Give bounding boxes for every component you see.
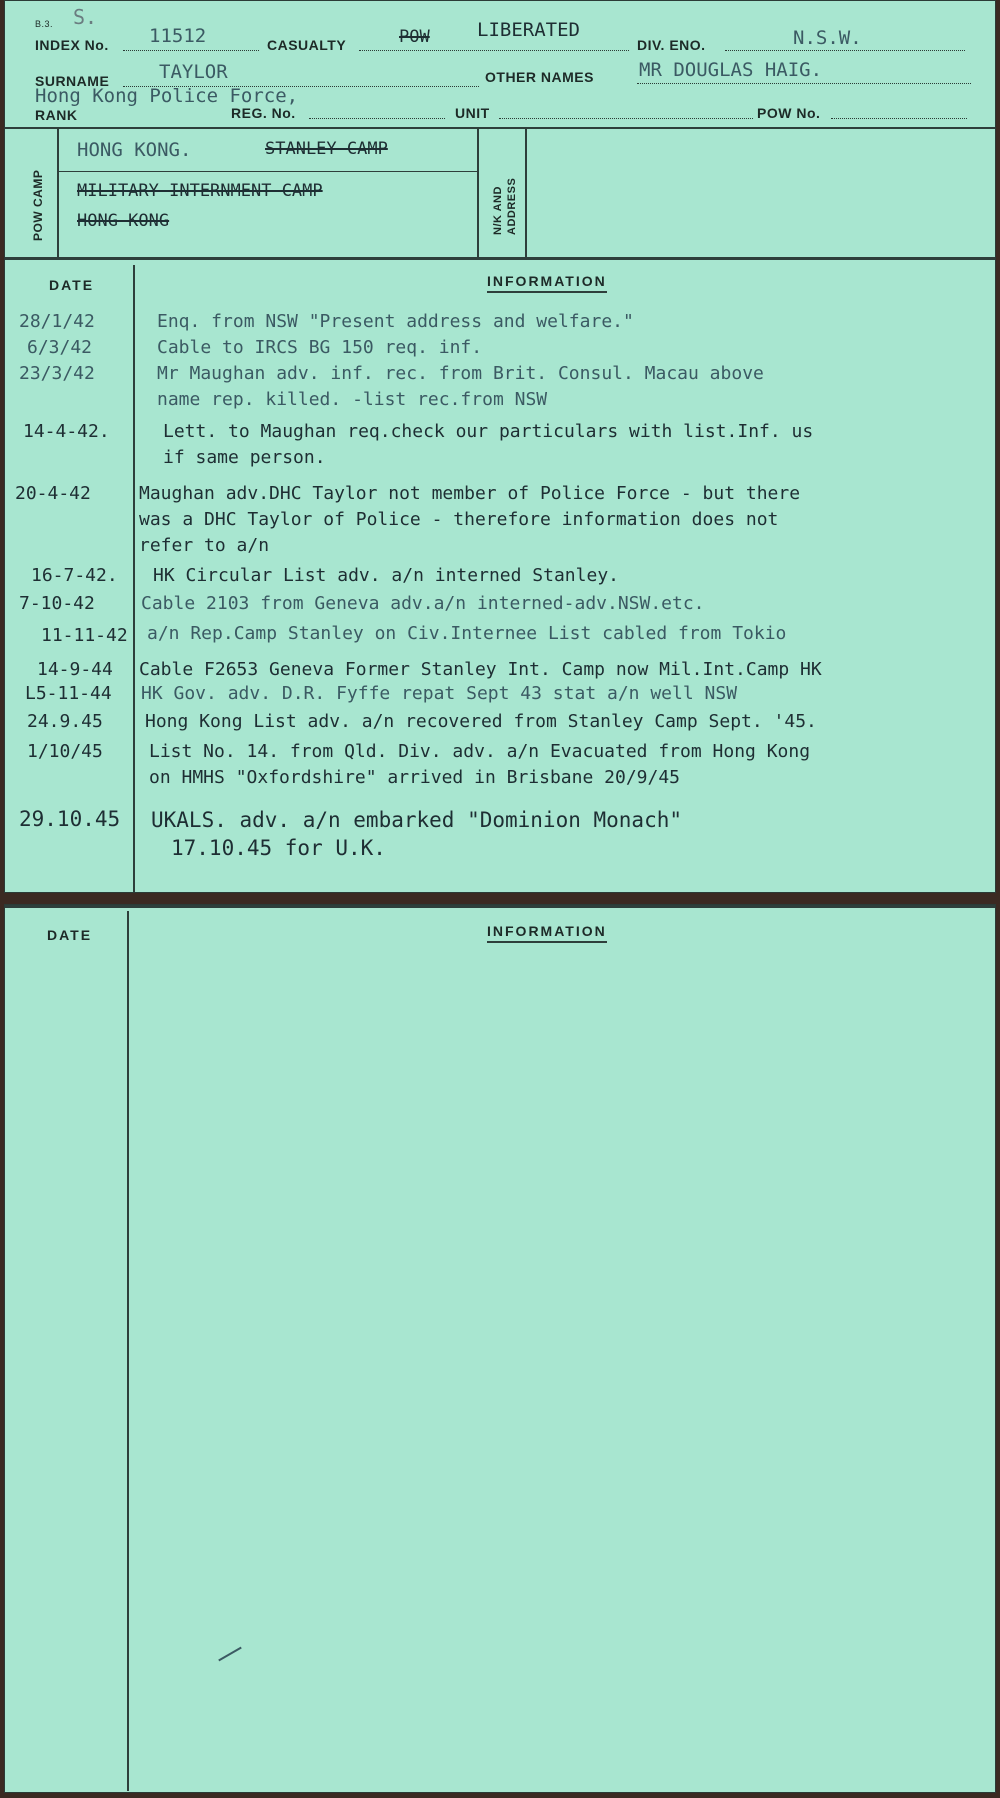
camp-rule — [57, 171, 477, 172]
casualty-line — [359, 50, 629, 51]
entry-date: 28/1/42 — [19, 311, 95, 332]
entry-date: 6/3/42 — [27, 337, 93, 358]
casualty-label: CASUALTY — [267, 37, 347, 53]
entry-info-line: was a DHC Taylor of Police - therefore information does not — [139, 509, 779, 530]
pow-no-line — [831, 118, 967, 119]
entry-info-line: UKALS. adv. a/n embarked "Dominion Monach" — [151, 808, 683, 832]
entry-info-line: HK Circular List adv. a/n interned Stanley. — [153, 565, 619, 586]
entry-date: L5-11-44 — [25, 683, 112, 704]
entry-info-line: Mr Maughan adv. inf. rec. from Brit. Consul. Macau above — [157, 363, 764, 384]
back-information-heading: INFORMATION — [487, 923, 607, 943]
camp-line1-struck: STANLEY CAMP — [265, 139, 388, 159]
form-code: B.3. — [35, 19, 54, 29]
unit-label: UNIT — [455, 105, 490, 121]
reg-no-line — [309, 118, 445, 119]
entry-date: 7-10-42 — [19, 593, 95, 614]
divider-camp-right — [525, 127, 527, 257]
nk-address-label: N/K AND ADDRESS — [492, 177, 518, 235]
entry-date: 20-4-42 — [15, 483, 91, 504]
entry-info-line: List No. 14. from Qld. Div. adv. a/n Evacuated from Hong Kong — [149, 741, 811, 762]
surname-value: TAYLOR — [159, 61, 228, 83]
other-names-line — [637, 83, 971, 84]
entry-date: 14-9-44 — [37, 659, 113, 680]
reg-no-label: REG. No. — [231, 105, 296, 121]
div-eno-line — [725, 50, 965, 51]
back-date-heading: DATE — [47, 927, 93, 943]
entry-date: 24.9.45 — [27, 711, 103, 732]
entry-info-line: Cable to IRCS BG 150 req. inf. — [157, 337, 483, 358]
entry-info-line: HK Gov. adv. D.R. Fyffe repat Sept 43 stat a/n well NSW — [141, 683, 738, 704]
casualty-value: LIBERATED — [477, 19, 580, 41]
entry-info-line: Cable F2653 Geneva Former Stanley Int. Camp now Mil.Int.Camp HK — [139, 659, 822, 680]
entry-date: 23/3/42 — [19, 363, 95, 384]
divider-date-column — [133, 265, 135, 893]
back-divider-date-column — [127, 911, 129, 1791]
index-card-back — [4, 904, 996, 1793]
entry-date: 1/10/45 — [27, 741, 103, 762]
index-no-label: INDEX No. — [35, 37, 109, 53]
surname-label: SURNAME — [35, 73, 110, 89]
entry-info-line: Maughan adv.DHC Taylor not member of Police Force - but there — [139, 483, 801, 504]
entry-date: 14-4-42. — [23, 421, 110, 442]
handwritten-mark: S. — [73, 5, 98, 29]
entry-info-line: on HMHS "Oxfordshire" arrived in Brisbane 20/9/45 — [149, 767, 681, 788]
pow-no-label: POW No. — [757, 105, 821, 121]
index-card-front — [4, 0, 996, 893]
pow-camp-label: POW CAMP — [31, 169, 45, 241]
entry-info-line: Enq. from NSW "Present address and welfare." — [157, 311, 634, 332]
information-heading: INFORMATION — [487, 273, 607, 293]
entry-info-line: name rep. killed. -list rec.from NSW — [157, 389, 548, 410]
rank-value: Hong Kong Police Force, — [35, 85, 299, 107]
divider-camp-left — [57, 127, 59, 257]
divider-camp-top — [5, 127, 996, 129]
entry-info-line: if same person. — [163, 447, 326, 468]
entry-info-line: Lett. to Maughan req.check our particulars with list.Inf. us — [163, 421, 814, 442]
entry-date: 11-11-42 — [41, 625, 128, 646]
divider-info-top — [5, 257, 996, 260]
entry-info-line: refer to a/n — [139, 535, 270, 556]
camp-line2-struck: MILITARY INTERNMENT CAMP — [77, 181, 323, 201]
rank-label: RANK — [35, 107, 78, 123]
entry-info-line: 17.10.45 for U.K. — [171, 836, 386, 860]
entry-info-line: a/n Rep.Camp Stanley on Civ.Internee List cabled from Tokio — [147, 623, 787, 644]
pen-mark — [218, 1647, 242, 1662]
other-names-label: OTHER NAMES — [485, 69, 594, 85]
entry-date: 29.10.45 — [19, 807, 121, 831]
casualty-struck-value: POW — [399, 27, 430, 47]
divider-back-top — [5, 905, 996, 908]
index-no-line — [123, 50, 259, 51]
date-heading: DATE — [49, 277, 95, 293]
entry-info-line: Hong Kong List adv. a/n recovered from Stanley Camp Sept. '45. — [145, 711, 817, 732]
index-no-value: 11512 — [149, 25, 207, 47]
entry-info-line: Cable 2103 from Geneva adv.a/n interned-adv.NSW.etc. — [141, 593, 705, 614]
divider-camp-mid — [477, 127, 479, 257]
div-eno-label: DIV. ENO. — [637, 37, 706, 53]
div-eno-value: N.S.W. — [793, 27, 862, 49]
unit-line — [499, 118, 753, 119]
camp-line1-value: HONG KONG. — [77, 139, 192, 161]
camp-line3-struck: HONG KONG — [77, 211, 170, 231]
other-names-value: MR DOUGLAS HAIG. — [639, 59, 823, 81]
entry-date: 16-7-42. — [31, 565, 118, 586]
